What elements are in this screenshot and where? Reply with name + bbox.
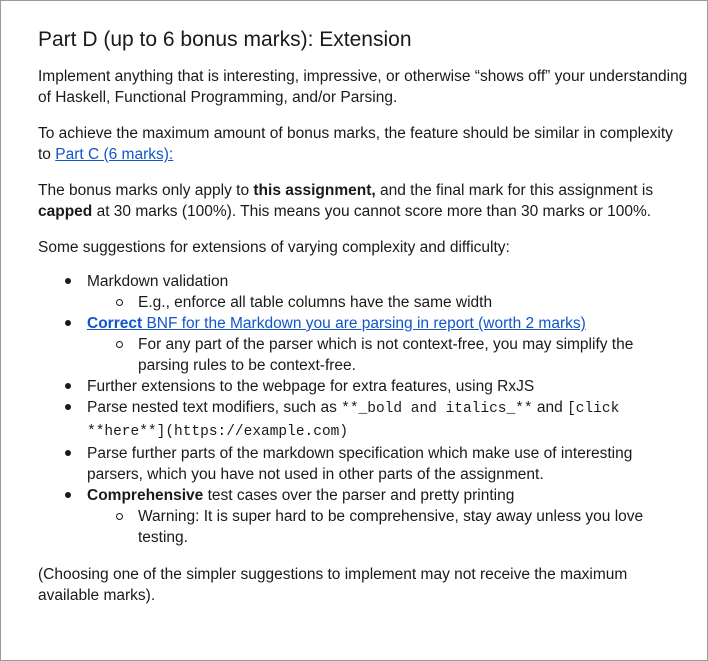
sub-list-item: E.g., enforce all table columns have the same width: [87, 292, 688, 313]
sub-list: [87, 334, 688, 376]
closing-paragraph: (Choosing one of the simpler suggestions to implement may not receive the maximum available marks).: [38, 566, 628, 604]
list-item-markdown-validation: [38, 271, 688, 313]
bnf-link-bold: Correct: [87, 315, 143, 332]
sub-list-item: For any part of the parser which is not context-free, you may simplify the parsing rules to be context-free.: [87, 334, 688, 376]
sub-list: [87, 292, 688, 313]
test-cases-text: test cases over the parser and pretty printing: [203, 487, 515, 504]
nested-text-1: Parse nested text modifiers, such as: [87, 399, 342, 416]
bonus-bold-assignment: this assignment,: [253, 182, 376, 199]
bonus-text-3: at 30 marks (100%). This means you cannot score more than 30 marks or 100%.: [92, 203, 652, 220]
list-item-text: Markdown validation: [87, 273, 229, 290]
list-item-test-cases: [38, 485, 688, 548]
complexity-text: To achieve the maximum amount of bonus marks, the feature should be similar in complexity to: [38, 125, 673, 163]
suggestions-intro: Some suggestions for extensions of varying complexity and difficulty:: [38, 239, 510, 256]
intro-paragraph: Implement anything that is interesting, impressive, or otherwise “shows off” your understanding of Haskell, Functional Programming, and/or Parsing.: [38, 68, 688, 106]
list-item-markdown-spec: Parse further parts of the markdown specification which make use of interesting parsers, which you have not used in other parts of the assignment.: [38, 443, 688, 485]
code-click-here: [click **here**](https://example.com): [87, 401, 620, 440]
list-item-bnf: [38, 313, 688, 376]
suggestions-list: [38, 271, 688, 548]
complexity-paragraph: [38, 123, 688, 165]
closing-note: [38, 564, 688, 606]
bonus-bold-capped: capped: [38, 203, 93, 220]
bnf-report-link[interactable]: [87, 315, 586, 332]
code-bold-italics: **_bold and italics_**: [341, 401, 533, 417]
sub-list-item: Warning: It is super hard to be comprehensive, stay away unless you love testing.: [87, 506, 688, 548]
bonus-text-2: and the final mark for this assignment is: [375, 182, 654, 199]
document-body: [38, 26, 688, 606]
test-cases-bold: Comprehensive: [87, 487, 204, 504]
bonus-text-1: The bonus marks only apply to: [38, 182, 254, 199]
part-c-link[interactable]: Part C (6 marks):: [55, 146, 174, 163]
nested-text-2: and: [532, 399, 568, 416]
section-heading: Part D (up to 6 bonus marks): Extension: [38, 28, 412, 51]
bnf-link-text: BNF for the Markdown you are parsing in report (worth 2 marks): [142, 315, 586, 332]
list-item-webpage-extensions: Further extensions to the webpage for extra features, using RxJS: [38, 376, 688, 397]
sub-list: [87, 506, 688, 548]
bonus-cap-paragraph: [38, 180, 688, 222]
list-item-nested-modifiers: [38, 397, 688, 443]
